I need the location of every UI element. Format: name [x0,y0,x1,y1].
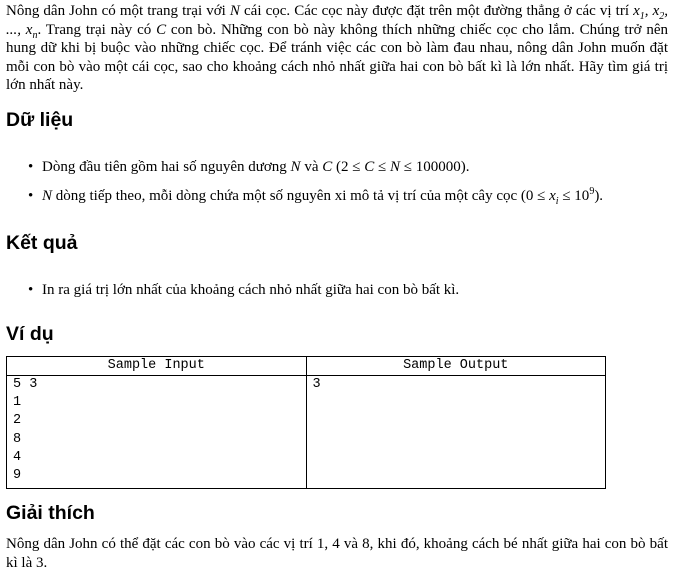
sample-input-line: 8 [13,431,22,447]
sample-input-line: 2 [13,413,22,429]
intro-text-2: cái cọc. Các cọc này được đặt trên một đường thẳng ở các vị trí [244,3,630,19]
explanation-paragraph: Nông dân John có thể đặt các con bò vào các vị trí 1, 4 và 8, khi đó, khoảng cách bé nhất giữa hai con bò bất kì là 3. [6,536,668,571]
sample-input-cell [7,376,307,489]
input-bullet-2: • N dòng tiếp theo, mỗi dòng chứa một số nguyên xi mô tả vị trí của một cây cọc $(0 \le x_i \le 10^9)$. [28,186,604,207]
section-explain-title: Giải thích [6,502,95,524]
bullet-icon: • [28,188,34,204]
input-bullet-list [26,158,666,205]
var-n: N [229,3,240,19]
section-output-title: Kết quả [6,232,78,254]
sample-input-line: 5 3 [13,377,38,392]
var-c: C [156,21,167,38]
intro-text-1: Nông dân John có một trang trại với [6,3,226,19]
section-example-title: Ví dụ [6,323,54,345]
sample-output-line: 3 [312,377,321,392]
input-bullet-1: • Dòng đầu tiên gồm hai số nguyên dương N và C (2 ≤ C ≤ N ≤ 100000). [28,159,470,175]
positions-vars: $x_1$, $x_2$, ..., $x_n$ [6,3,669,41]
sample-output-cell [306,376,606,489]
bullet-icon: • [28,282,34,298]
intro-text-4: con bò. Những con bò này không thích những chiếc cọc cho lắm. Chúng trở nên hung dữ khi bị buộc vào những chiếc cọc. Để tránh việc các con bò làm đau nhau, nông dân John muốn đặt mỗi con bò vào một cái cọc, sao cho khoảng cách nhỏ nhất giữa hai con bò bất kì là lớn nhất. Hãy tìm giá trị lớn nhất này. [6,21,668,94]
output-bullet-1: • In ra giá trị lớn nhất của khoảng cách nhỏ nhất giữa hai con bò bất kì. [28,282,460,298]
intro-text-3: . Trang trại này có [37,21,152,38]
sample-input-line: 4 [13,449,22,465]
sample-table [6,356,606,489]
sample-input-header: Sample Input [7,357,307,376]
sample-input-line: 9 [13,467,22,483]
output-bullet-list [26,281,666,299]
bullet-icon: • [28,159,34,175]
sample-input-line: 1 [13,395,22,411]
sample-output-header: Sample Output [306,357,606,376]
intro-paragraph [6,2,668,95]
section-input-title: Dữ liệu [6,109,74,131]
